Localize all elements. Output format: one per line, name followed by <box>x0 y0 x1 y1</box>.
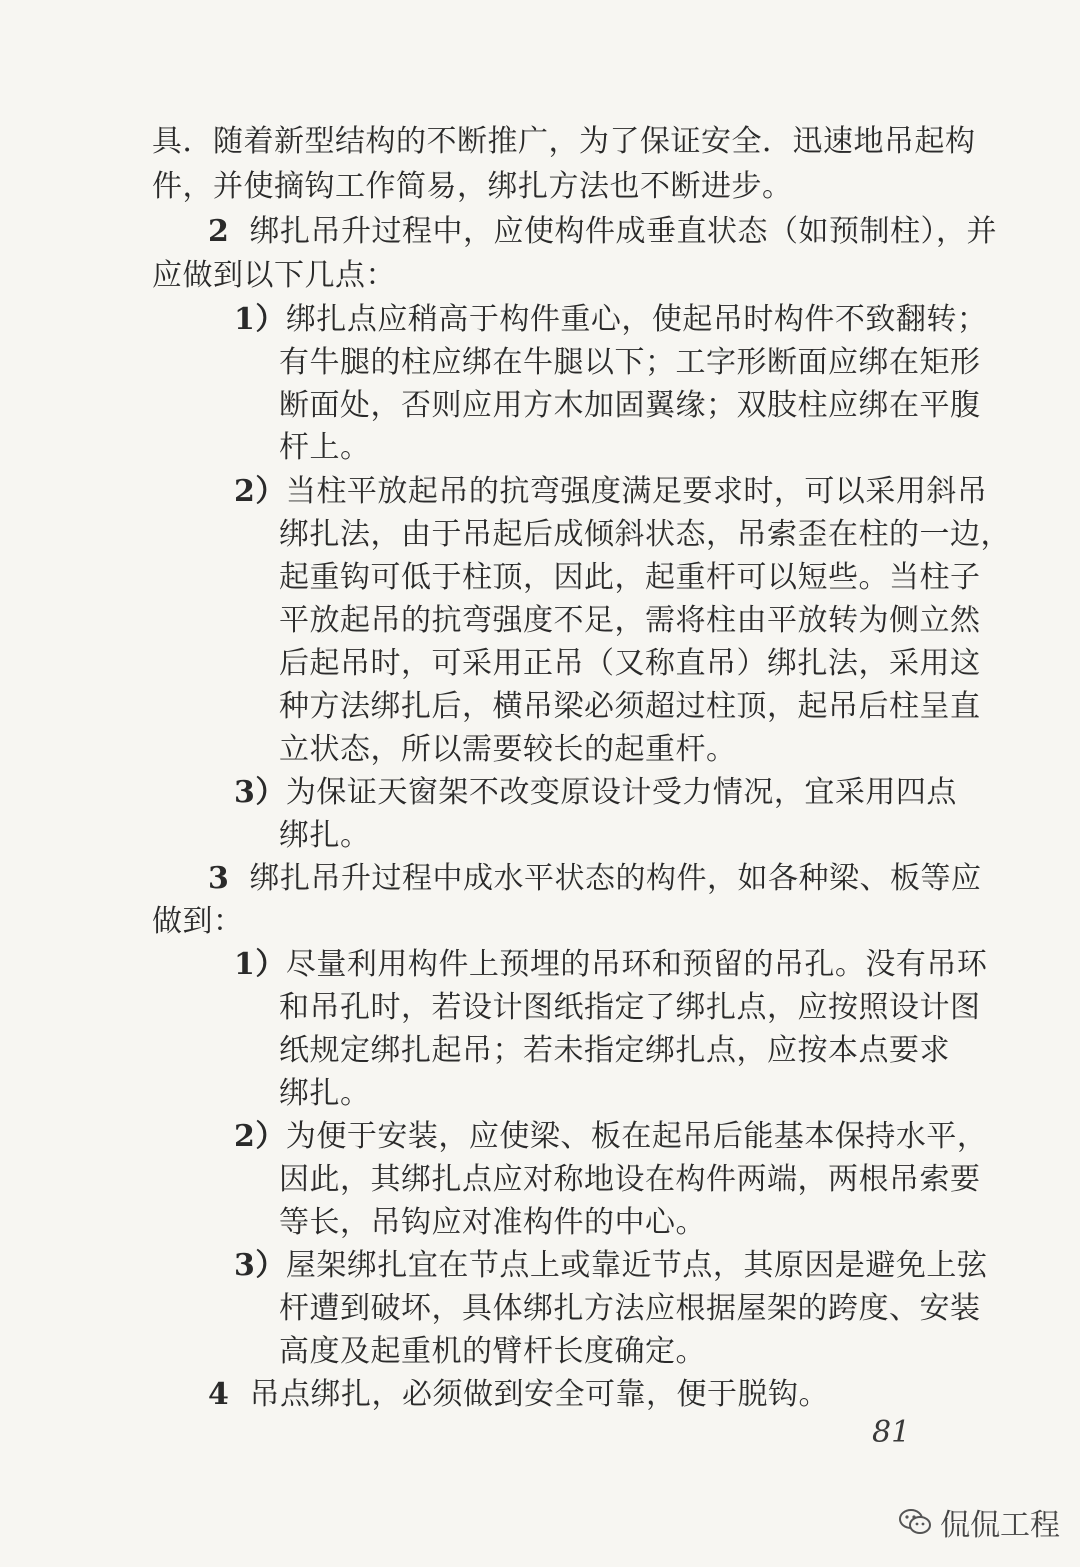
item-number: 2） <box>234 474 286 509</box>
text-line: 绑扎法，由于吊起后成倾斜状态，吊索歪在柱的一边， <box>279 517 1011 552</box>
text-line: 应做到以下几点： <box>152 258 396 293</box>
text-line: 具．随着新型结构的不断推广，为了保证安全．迅速地吊起构 <box>152 124 976 159</box>
page-number: 81 <box>872 1415 911 1450</box>
text-line: 为保证天窗架不改变原设计受力情况，宜采用四点 <box>285 775 957 810</box>
text-line: 尽量利用构件上预埋的吊环和预留的吊孔。没有吊环 <box>285 947 988 982</box>
clause-number: 3 <box>208 861 230 896</box>
text-line: 杆上。 <box>279 430 371 465</box>
list-item-line <box>234 300 987 340</box>
text-line: 绑扎。 <box>279 818 371 853</box>
list-item-line <box>234 945 987 985</box>
item-number: 1） <box>234 302 286 337</box>
item-number: 1） <box>234 947 286 982</box>
text-line: 做到： <box>152 904 244 939</box>
item-number: 2） <box>234 1119 286 1154</box>
text-line: 绑扎吊升过程中，应使构件成垂直状态（如预制柱），并 <box>249 214 997 249</box>
text-line: 因此，其绑扎点应对称地设在构件两端，两根吊索要 <box>279 1162 981 1197</box>
item-number: 3） <box>234 775 286 810</box>
text-line: 绑扎吊升过程中成水平状态的构件，如各种梁、板等应 <box>249 861 982 896</box>
text-line: 绑扎。 <box>279 1076 371 1111</box>
clause-line <box>208 212 997 252</box>
text-line: 有牛腿的柱应绑在牛腿以下；工字形断面应绑在矩形 <box>279 345 981 380</box>
text-line: 后起吊时，可采用正吊（又称直吊）绑扎法，采用这 <box>279 646 981 681</box>
text-line: 屋架绑扎宜在节点上或靠近节点，其原因是避免上弦 <box>285 1248 988 1283</box>
watermark <box>898 1500 1060 1544</box>
text-line: 纸规定绑扎起吊；若未指定绑扎点，应按本点要求 <box>279 1033 950 1068</box>
clause-number: 4 <box>208 1377 230 1412</box>
item-number: 3） <box>234 1248 286 1283</box>
text-line: 当柱平放起吊的抗弯强度满足要求时，可以采用斜吊 <box>285 474 988 509</box>
text-line: 等长，吊钩应对准构件的中心。 <box>279 1205 706 1240</box>
text-line: 为便于安装，应使梁、板在起吊后能基本保持水平， <box>285 1119 988 1154</box>
text-line: 和吊孔时，若设计图纸指定了绑扎点，应按照设计图 <box>279 990 981 1025</box>
text-line: 高度及起重机的臂杆长度确定。 <box>279 1334 706 1369</box>
clause-line <box>208 1375 829 1415</box>
clause-line <box>208 859 981 899</box>
text-line: 绑扎点应稍高于构件重心，使起吊时构件不致翻转； <box>285 302 988 337</box>
clause-number: 2 <box>208 214 230 249</box>
wechat-icon <box>898 1507 932 1537</box>
list-item-line <box>234 1246 987 1286</box>
list-item-line <box>234 773 957 813</box>
watermark-text: 侃侃工程 <box>940 1508 1060 1543</box>
text-line: 立状态，所以需要较长的起重杆。 <box>279 732 737 767</box>
text-line: 断面处，否则应用方木加固翼缘；双肢柱应绑在平腹 <box>279 388 981 423</box>
text-line: 种方法绑扎后，横吊梁必须超过柱顶，起吊后柱呈直 <box>279 689 981 724</box>
text-line: 杆遭到破坏，具体绑扎方法应根据屋架的跨度、安装 <box>279 1291 981 1326</box>
list-item-line <box>234 1117 987 1157</box>
text-line: 吊点绑扎，必须做到安全可靠，便于脱钩。 <box>249 1377 829 1412</box>
text-line: 件，并使摘钩工作简易，绑扎方法也不断进步。 <box>152 169 793 204</box>
list-item-line <box>234 472 987 512</box>
text-line: 起重钩可低于柱顶，因此，起重杆可以短些。当柱子 <box>279 560 981 595</box>
text-line: 平放起吊的抗弯强度不足，需将柱由平放转为侧立然 <box>279 603 981 638</box>
